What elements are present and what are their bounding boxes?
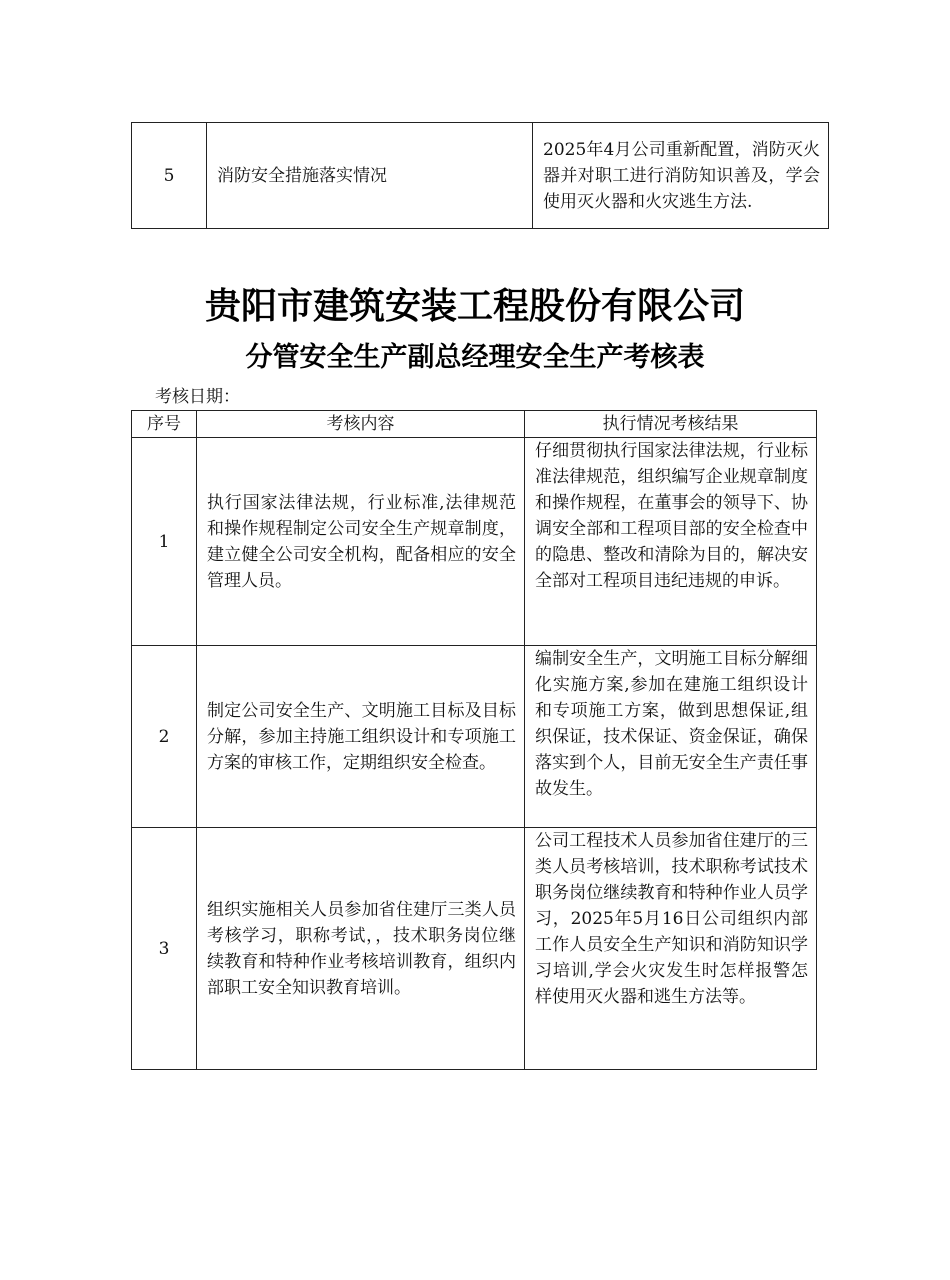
table-row (132, 438, 817, 646)
row-number: 2 (132, 646, 197, 828)
assessment-content: 执行国家法律法规，行业标准,法律规范和操作规程制定公司安全生产规章制度，建立健全公司安全机构，配备相应的安全管理人员。 (197, 438, 525, 646)
table-row (132, 646, 817, 828)
company-title: 贵阳市建筑安装工程股份有限公司 (204, 286, 745, 327)
header-result: 执行情况考核结果 (525, 411, 817, 438)
row-number: 3 (132, 828, 197, 1070)
assessment-content: 制定公司安全生产、文明施工目标及目标分解，参加主持施工组织设计和专项施工方案的审核工作，定期组织安全检查。 (197, 646, 525, 828)
table-row (132, 828, 817, 1070)
assessment-content: 组织实施相关人员参加省住建厅三类人员考核学习，职称考试，，技术职务岗位继续教育和特种作业考核培训教育，组织内部职工安全知识教育培训。 (197, 828, 525, 1070)
assessment-result: 公司工程技术人员参加省住建厅的三类人员考核培训，技术职称考试技术职务岗位继续教育和特种作业人员学习，2025年5月16日公司组织内部工作人员安全生产知识和消防知识学习培训,学会火灾发生时怎样报警怎样使用灭火器和逃生方法等。 (525, 828, 817, 1070)
table-header-row (132, 411, 817, 438)
form-title: 分管安全生产副总经理安全生产考核表 (245, 342, 705, 373)
header-number: 序号 (132, 411, 197, 438)
assessment-content: 消防安全措施落实情况 (207, 123, 533, 229)
row-number: 1 (132, 438, 197, 646)
assessment-date-label: 考核日期： (155, 387, 240, 407)
header-content: 考核内容 (197, 411, 525, 438)
assessment-result: 仔细贯彻执行国家法律法规，行业标准法律规范，组织编写企业规章制度和操作规程，在董事会的领导下、协调安全部和工程项目部的安全检查中的隐患、整改和清除为目的，解决安全部对工程项目违纪违规的申诉。 (525, 438, 817, 646)
table-row (132, 123, 829, 229)
assessment-result: 编制安全生产，文明施工目标分解细化实施方案,参加在建施工组织设计和专项施工方案，做到思想保证,组织保证，技术保证、资金保证，确保落实到个人，目前无安全生产责任事故发生。 (525, 646, 817, 828)
previous-page-table (131, 122, 829, 229)
assessment-result: 2025年4月公司重新配置，消防灭火器并对职工进行消防知识善及，学会使用灭火器和火灾逃生方法. (533, 123, 829, 229)
row-number: 5 (132, 123, 207, 229)
assessment-table (131, 410, 817, 1070)
